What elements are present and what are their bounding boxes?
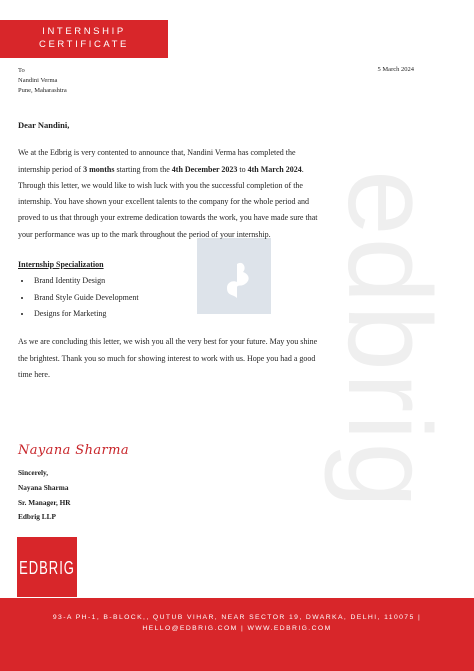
- completion-text-4: .: [301, 164, 304, 174]
- to-label: To: [18, 67, 25, 74]
- letter-date: 5 March 2024: [377, 66, 414, 73]
- completion-text: We at the Edbrig is very contented to announce that, Nandini Verma has completed the internship period of: [18, 148, 296, 174]
- start-date-text: 4th December 2023: [171, 164, 238, 174]
- sincerely-label: Sincerely,: [18, 468, 49, 477]
- paragraph-completion: [18, 145, 323, 178]
- specialization-item: • Designs for Marketing: [32, 306, 323, 322]
- recipient-block: [18, 66, 67, 96]
- sign-off-block: [18, 466, 71, 525]
- signatory-title: Sr. Manager, HR: [18, 497, 71, 507]
- specialization-title: Internship Specialization: [18, 260, 104, 270]
- recipient-name: Nandini Verma: [18, 77, 58, 84]
- specialization-item: • Brand Identity Design: [32, 273, 323, 289]
- footer-address: 93-A PH-1, B-BLOCK,, QUTUB VIHAR, NEAR SECTOR 19, DWARKA, DELHI, 110075 |: [52, 614, 422, 621]
- logo-text: EDBRIG: [19, 556, 75, 578]
- completion-text-2: starting from the: [114, 164, 172, 174]
- signatory-name: Nayana Sharma: [18, 482, 69, 492]
- title-line-certificate: CERTIFICATE: [38, 39, 129, 50]
- paragraph-closing: As we are concluding this letter, we wish you all the very best for your future. May you shine the brightest. Thank you so much for showing interest to work with us. Hope you had a good time here.: [18, 337, 318, 379]
- signatory-company: Edbrig LLP: [18, 512, 56, 522]
- edbrig-watermark: [318, 80, 460, 600]
- footer-contact: HELLO@EDBRIG.COM | WWW.EDBRIG.COM: [142, 625, 332, 632]
- duration-text: 3 months: [83, 164, 115, 174]
- recipient-address: Pune, Maharashtra: [18, 87, 67, 94]
- handwritten-signature: Nayana Sharma: [18, 443, 129, 458]
- end-date-text: 4th March 2024: [247, 164, 302, 174]
- specialization-list: [18, 273, 323, 322]
- greeting: Dear Nandini,: [18, 120, 70, 130]
- edbrig-logo: [17, 537, 77, 597]
- footer-bar: [0, 598, 474, 671]
- watermark-text: edbrig: [323, 169, 456, 511]
- completion-text-3: to: [237, 164, 248, 174]
- paragraph-wishes: Through this letter, we would like to wish luck with you the successful completion of the internship. You have shown your excellent talents to the company for the whole period and proved to us that through your extreme dedication towards the work, you have made sure that your performance was up to the mark throughout the period of your internship.: [18, 180, 318, 239]
- letter-body: [18, 117, 323, 383]
- specialization-item: • Brand Style Guide Development: [32, 290, 323, 306]
- certificate-title-banner: [0, 20, 168, 58]
- title-line-internship: INTERNSHIP: [42, 26, 126, 37]
